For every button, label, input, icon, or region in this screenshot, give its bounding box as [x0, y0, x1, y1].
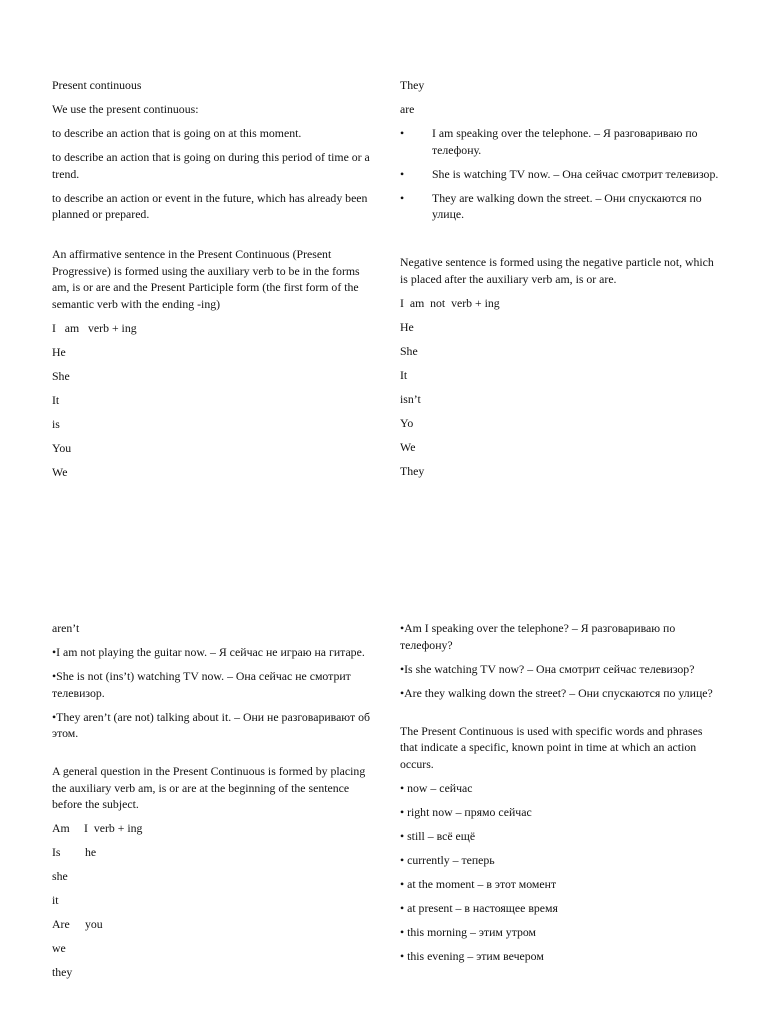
conjugation-row: We — [52, 464, 68, 479]
time-marker: • still – всё ещё — [400, 828, 476, 843]
intro-text: We use the present continuous: — [52, 102, 199, 116]
right-top-column — [400, 77, 720, 487]
conjugation-row: It — [52, 392, 60, 407]
conjugation-row: I am not verb + ing — [400, 295, 500, 310]
question-example: •Are they walking down the street? – Они спускаются по улице? — [400, 685, 713, 700]
conjugation-row: aren’t — [52, 621, 80, 635]
conjugation-row: isn’t — [400, 391, 421, 406]
example-item — [400, 125, 720, 158]
conjugation-row: He — [52, 344, 66, 359]
negative-example: •She is not (ins’t) watching TV now. – Она сейчас не смотрит телевизор. — [52, 669, 351, 700]
conjugation-row: She — [400, 343, 418, 358]
time-marker: • this evening – этим вечером — [400, 948, 544, 963]
section-title: Present continuous — [52, 78, 142, 92]
bullet-icon: • — [400, 190, 405, 205]
markers-rule: The Present Continuous is used with specific words and phrases that indicate a specific, known point in time at which an action occurs. — [400, 723, 703, 771]
conjugation-row: I am verb + ing — [52, 320, 137, 335]
conjugation-row: You — [52, 440, 72, 455]
conjugation-row: Yo — [400, 415, 414, 430]
use-item: to describe an action or event in the future, which has already been planned or prepared. — [52, 190, 368, 221]
use-item: to describe an action that is going on at this moment. — [52, 126, 302, 140]
left-top-column — [52, 77, 374, 488]
left-bottom-column — [52, 620, 370, 988]
negative-example: •They aren’t (are not) talking about it. – Они не разговаривают об этом. — [52, 709, 370, 740]
conjugation-row: She — [52, 368, 70, 383]
conjugation-row: They — [400, 78, 425, 92]
question-row: they — [52, 965, 73, 979]
right-bottom-column — [400, 620, 720, 972]
aux-are: Are — [52, 917, 70, 931]
example-item — [400, 166, 720, 183]
time-marker: • at present – в настоящее время — [400, 900, 558, 915]
example-text: They are walking down the street. – Они спускаются по улице. — [432, 190, 702, 221]
question-rest: he — [85, 845, 97, 859]
question-row: it — [52, 893, 59, 907]
conjugation-row: It — [400, 367, 408, 382]
time-marker: • now – сейчас — [400, 780, 473, 795]
conjugation-row: are — [400, 102, 415, 116]
question-rest: you — [85, 917, 103, 931]
conjugation-row: They — [400, 463, 425, 478]
time-marker: • currently – теперь — [400, 852, 495, 867]
question-row: she — [52, 869, 68, 883]
example-item — [400, 190, 720, 223]
question-rule: A general question in the Present Continuous is formed by placing the auxiliary verb am, is or are at the beginning of the sentence before the subject. — [52, 764, 366, 811]
bullet-icon: • — [400, 166, 405, 181]
aux-is: Is — [52, 845, 61, 859]
aux-am: Am — [52, 821, 70, 835]
question-example: •Am I speaking over the telephone? – Я разговариваю по телефону? — [400, 621, 676, 652]
question-row — [52, 820, 370, 837]
negative-rule: Negative sentence is formed using the negative particle not, which is placed after the auxiliary verb am, is or are. — [400, 255, 714, 286]
example-text: I am speaking over the telephone. – Я разговариваю по телефону. — [432, 126, 698, 157]
negative-example: •I am not playing the guitar now. – Я сейчас не играю на гитаре. — [52, 645, 365, 659]
use-item: to describe an action that is going on during this period of time or a trend. — [52, 150, 370, 181]
time-marker: • right now – прямо сейчас — [400, 804, 532, 819]
question-example: •Is she watching TV now? – Она смотрит сейчас телевизор? — [400, 661, 695, 676]
affirmative-rule: An affirmative sentence in the Present Continuous (Present Progressive) is formed using the auxiliary verb to be in the forms am, is or are and the Present Participle form (the first form of the semantic verb with the ending -ing) — [52, 247, 360, 311]
example-text: She is watching TV now. – Она сейчас смотрит телевизор. — [432, 166, 719, 181]
bullet-icon: • — [400, 126, 405, 140]
time-marker: • at the moment – в этот момент — [400, 876, 557, 891]
question-rest: I verb + ing — [84, 821, 143, 835]
question-row — [52, 844, 370, 861]
question-row: we — [52, 941, 66, 955]
conjugation-row: We — [400, 439, 416, 454]
time-marker: • this morning – этим утром — [400, 924, 537, 939]
conjugation-row: is — [52, 416, 60, 431]
question-row — [52, 916, 370, 933]
conjugation-row: He — [400, 319, 414, 334]
